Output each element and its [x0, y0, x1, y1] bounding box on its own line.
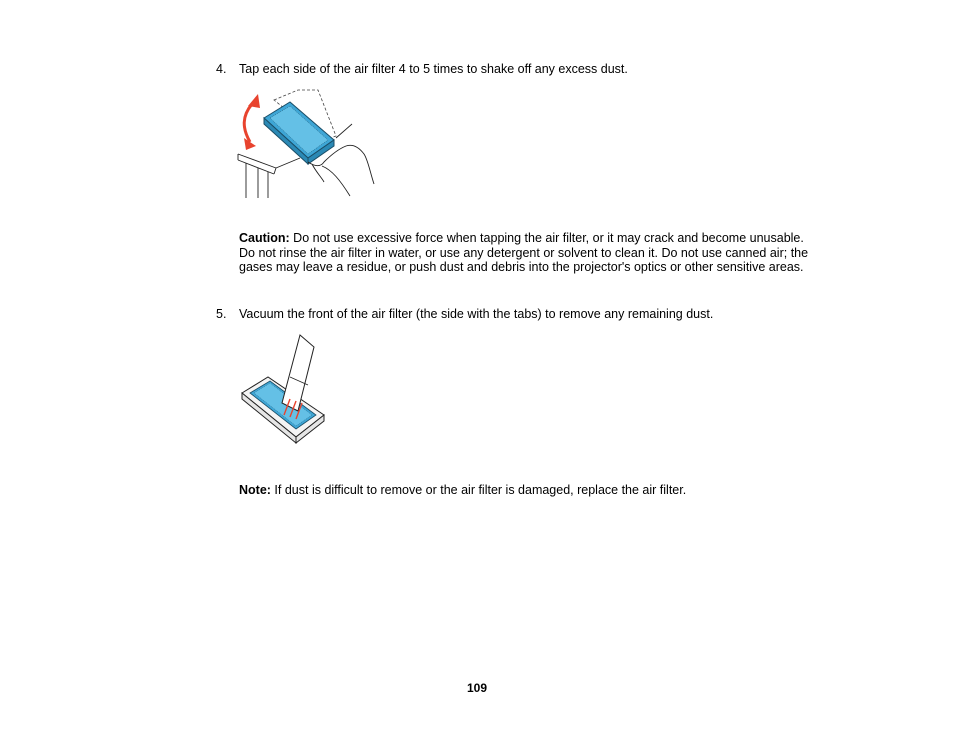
- vacuum-nozzle-drawing: [282, 335, 314, 411]
- air-filter-drawing: [264, 102, 334, 164]
- note-text: If dust is difficult to remove or the air filter is damaged, replace the air filter.: [270, 483, 687, 497]
- note-label: Note:: [239, 483, 271, 497]
- caution-text: Do not use excessive force when tapping the air filter, or it may crack and become unusable. Do not rinse the air filter in water, or use any detergent or solvent to clean it. Do not use canned air; the gases may leave a residue, or push dust and debris into the projector's optics or other sensitive areas.: [239, 231, 809, 274]
- step-number: 4.: [216, 62, 227, 76]
- info-note: [239, 483, 814, 498]
- tap-filter-illustration: [236, 88, 376, 200]
- page-number: 109: [466, 681, 488, 695]
- caution-note: [239, 231, 814, 275]
- up-down-arrow-icon: [244, 94, 260, 150]
- step-number: 5.: [216, 307, 227, 321]
- air-filter-drawing: [242, 377, 324, 443]
- vacuum-filter-illustration: [238, 333, 330, 447]
- step-text: Vacuum the front of the air filter (the side with the tabs) to remove any remaining dust.: [239, 307, 714, 321]
- caution-label: Caution:: [239, 231, 290, 245]
- step-text: Tap each side of the air filter 4 to 5 times to shake off any excess dust.: [239, 62, 628, 76]
